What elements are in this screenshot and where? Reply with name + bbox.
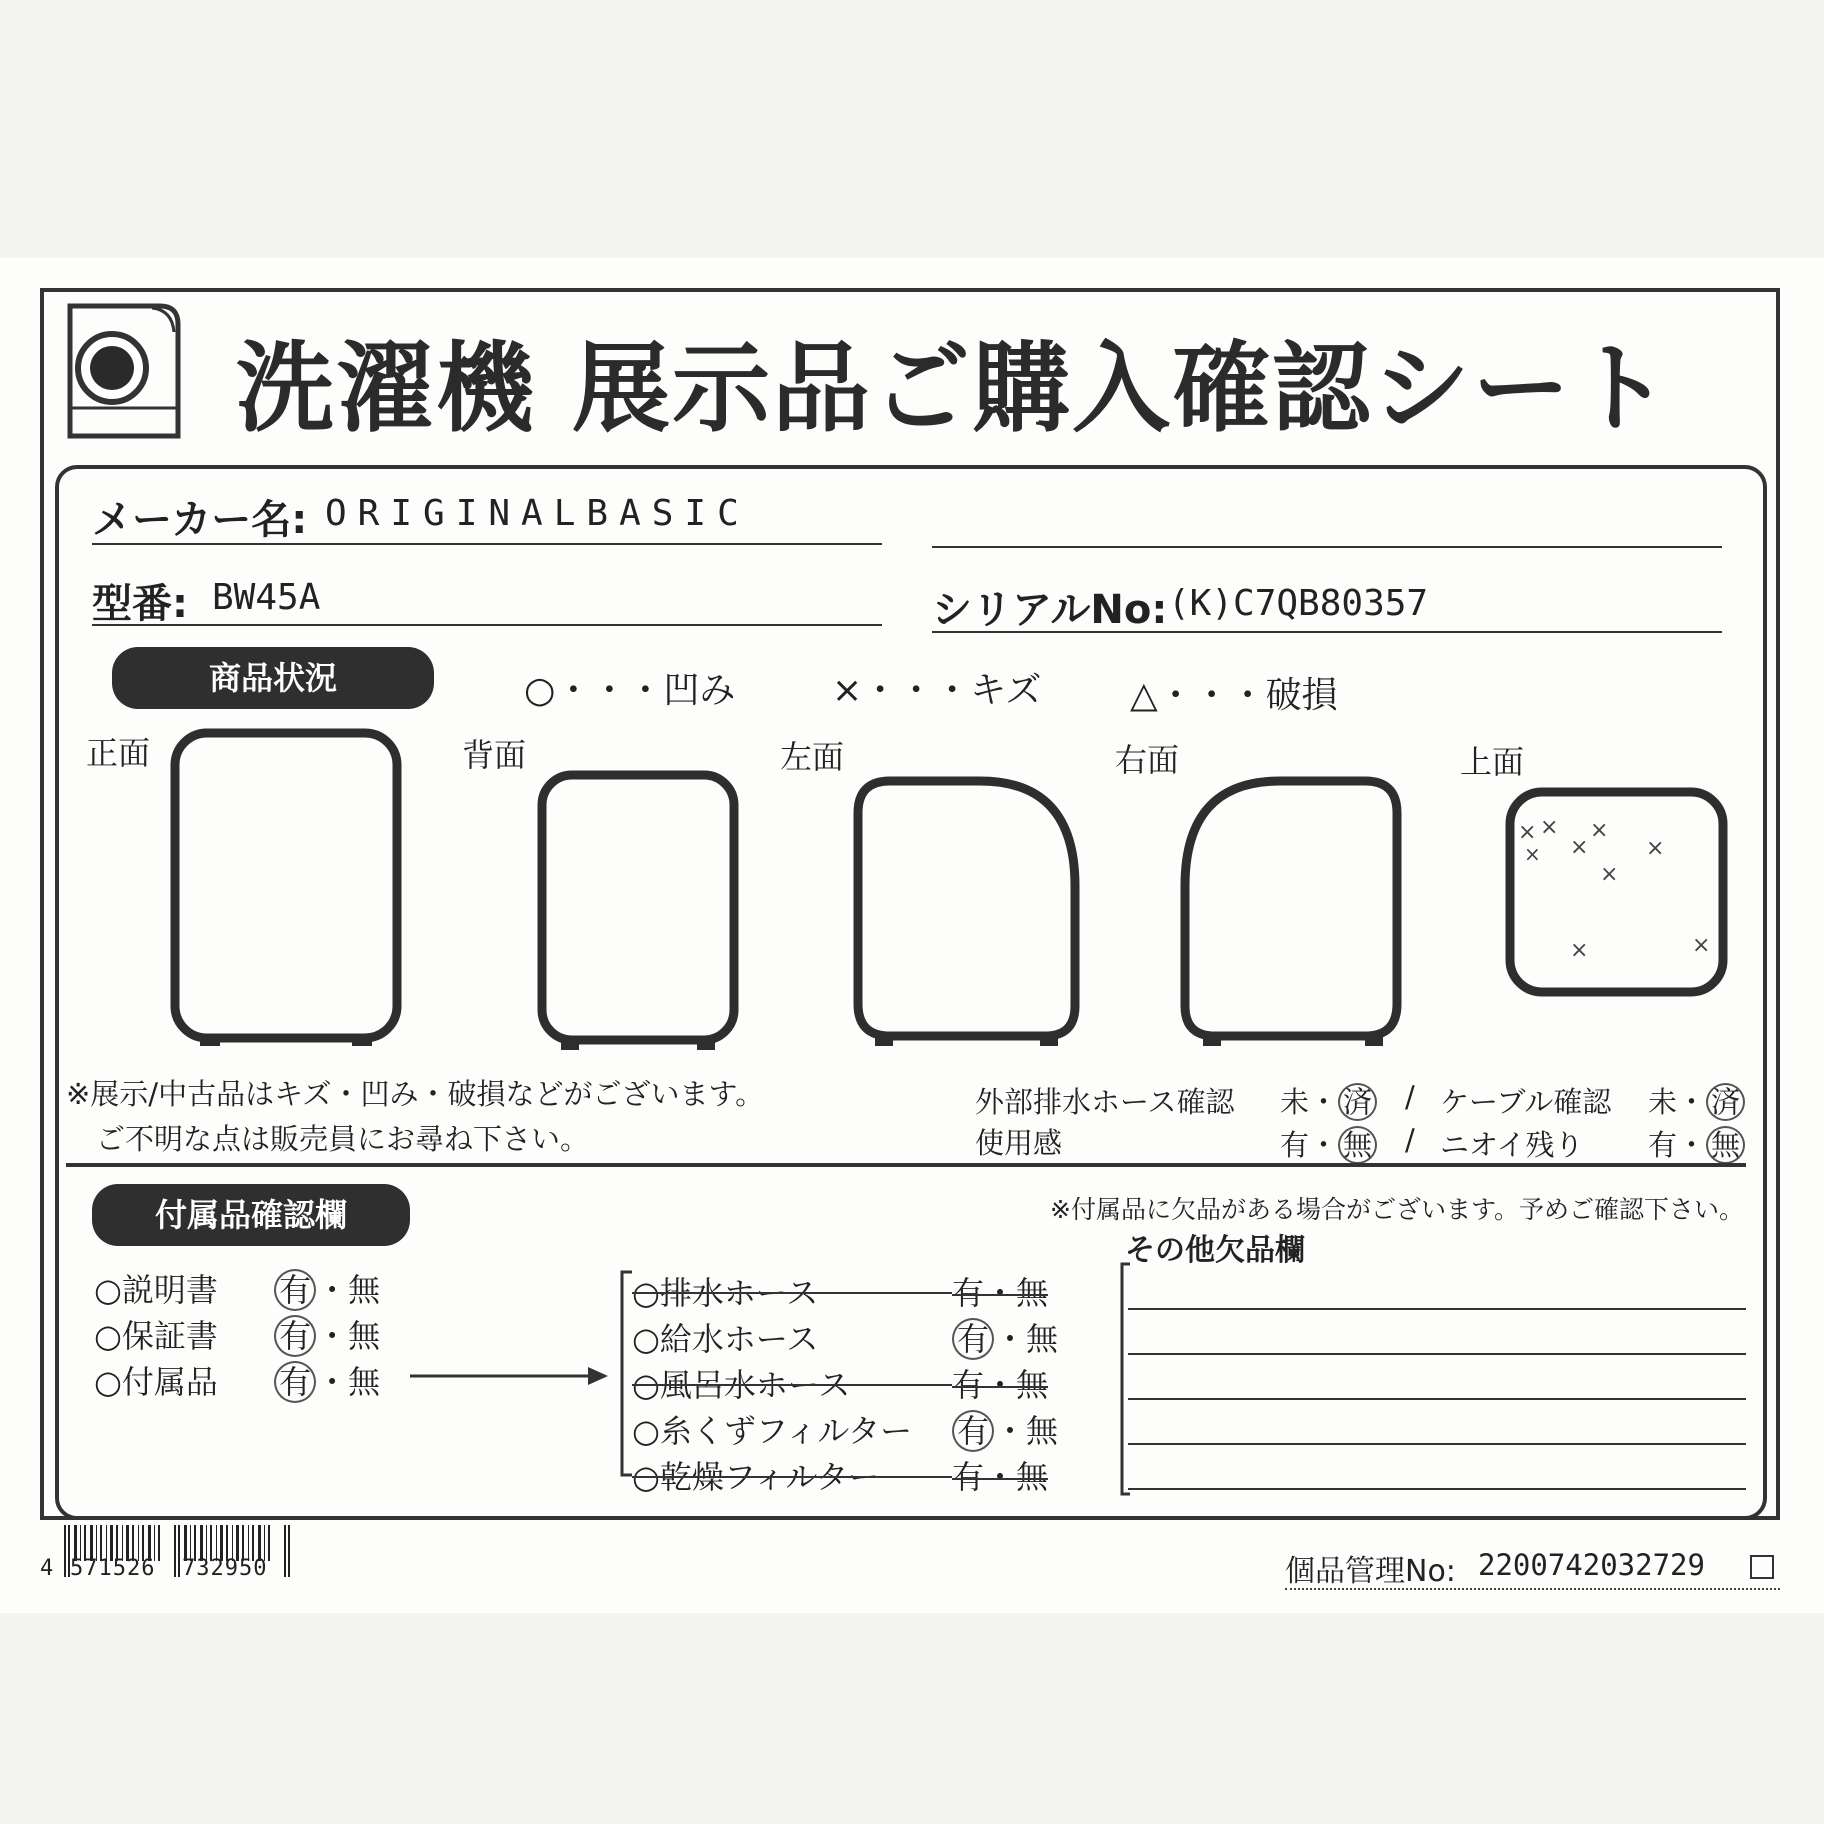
missing-items-header: その他欠品欄 <box>1125 1233 1305 1268</box>
accessories-note: ※付属品に欠品がある場合がございます。予めご確認下さい。 <box>1050 1195 1744 1224</box>
front-view-diagram <box>170 728 405 1058</box>
scratch-mark: × <box>1518 820 1537 845</box>
barcode-group-1: 571526 <box>70 1556 156 1581</box>
option-no-circled: 無 <box>1706 1126 1745 1164</box>
option-yes: 有 <box>952 1366 985 1404</box>
option-yes-circled: 有 <box>952 1318 994 1360</box>
view-label-left: 左面 <box>780 738 845 776</box>
option-no: 無 <box>1026 1320 1059 1358</box>
maker-value: ORIGINALBASIC <box>325 493 750 534</box>
accessories-header: 付属品確認欄 <box>92 1184 410 1246</box>
option-done-circled: 済 <box>1338 1083 1377 1121</box>
serial-underline <box>932 631 1722 633</box>
check-cable-options <box>1648 1080 1745 1121</box>
option-sep: ・ <box>1677 1128 1707 1162</box>
scratch-mark: × <box>1600 862 1619 887</box>
section-divider <box>66 1163 1746 1167</box>
maker-underline <box>92 543 882 545</box>
right-view-diagram <box>1175 776 1410 1056</box>
option-yes-circled: 有 <box>274 1315 316 1357</box>
blank-underline <box>932 546 1722 548</box>
view-label-right: 右面 <box>1115 741 1180 779</box>
option-no-circled: 無 <box>1338 1126 1377 1164</box>
accessory-label: ○付属品 <box>94 1363 218 1401</box>
sub-item-drain-hose <box>632 1268 1048 1314</box>
option-yes-circled: 有 <box>274 1269 316 1311</box>
sub-item-water-hose <box>632 1314 1058 1360</box>
option-no: 無 <box>1016 1366 1049 1404</box>
option-sep: ・ <box>316 1363 349 1401</box>
left-view-diagram <box>850 776 1085 1056</box>
legend-dent: ○・・・凹み <box>524 670 736 711</box>
scratch-mark: × <box>1646 836 1665 861</box>
page-title: 洗濯機 展示品ご購入確認シート <box>236 332 1673 446</box>
condition-header: 商品状況 <box>112 647 434 709</box>
option-sep: ・ <box>1309 1085 1339 1119</box>
serial-value: (K)C7QB80357 <box>1168 583 1429 624</box>
check-drain-hose-label: 外部排水ホース確認 <box>975 1085 1235 1119</box>
scratch-mark: × <box>1590 818 1609 843</box>
barcode-group-2: 732950 <box>182 1556 268 1581</box>
sub-item-label: ○糸くずフィルター <box>632 1412 913 1450</box>
sub-item-dry-filter <box>632 1452 1048 1498</box>
option-not-done: 未 <box>1648 1085 1678 1119</box>
view-label-top: 上面 <box>1460 743 1525 781</box>
option-yes-circled: 有 <box>952 1410 994 1452</box>
option-sep: ・ <box>984 1366 1017 1404</box>
scratch-mark: × <box>1570 938 1589 963</box>
option-sep: ・ <box>316 1271 349 1309</box>
option-yes: 有 <box>952 1458 985 1496</box>
sub-item-label: ○風呂水ホース <box>632 1360 952 1406</box>
option-yes: 有 <box>1280 1128 1310 1162</box>
check-drain-hose-options <box>1280 1080 1377 1121</box>
option-no: 無 <box>1016 1274 1049 1312</box>
model-underline <box>92 624 882 626</box>
top-view-diagram <box>1505 787 1730 1002</box>
check-cable-label: ケーブル確認 <box>1440 1085 1612 1119</box>
item-no-label: 個品管理No: <box>1285 1554 1456 1589</box>
view-label-back: 背面 <box>462 736 527 774</box>
legend-damage: △・・・破損 <box>1130 675 1338 716</box>
sub-item-bath-hose <box>632 1360 1048 1406</box>
check-slash: / <box>1405 1123 1415 1157</box>
option-sep: ・ <box>316 1317 349 1355</box>
back-view-diagram <box>537 770 742 1060</box>
model-value: BW45A <box>212 577 321 618</box>
maker-label: メーカー名: <box>92 497 308 543</box>
option-no: 無 <box>1016 1458 1049 1496</box>
accessory-manual <box>94 1265 380 1311</box>
accessory-warranty <box>94 1311 380 1357</box>
barcode-lead-digit: 4 <box>40 1556 54 1581</box>
option-sep: ・ <box>1309 1128 1339 1162</box>
option-yes-circled: 有 <box>274 1361 316 1403</box>
view-label-front: 正面 <box>86 734 151 772</box>
washing-machine-icon <box>60 296 185 444</box>
scratch-mark: × <box>1524 842 1541 866</box>
check-odor-options <box>1648 1123 1745 1164</box>
option-sep: ・ <box>1677 1085 1707 1119</box>
scratch-mark: × <box>1570 835 1589 860</box>
option-yes: 有 <box>1648 1128 1678 1162</box>
option-sep: ・ <box>984 1458 1017 1496</box>
notice-line-1: ※展示/中古品はキズ・凹み・破損などがございます。 <box>66 1077 765 1111</box>
scratch-mark: × <box>1540 815 1559 840</box>
option-no: 無 <box>1026 1412 1059 1450</box>
option-no: 無 <box>348 1317 381 1355</box>
arrow-right-icon <box>410 1362 610 1392</box>
accessory-attachments <box>94 1357 380 1403</box>
serial-label: シリアルNo: <box>932 587 1168 633</box>
option-not-done: 未 <box>1280 1085 1310 1119</box>
check-usage-label: 使用感 <box>975 1126 1063 1160</box>
checkbox-empty <box>1750 1555 1774 1579</box>
sub-item-label: ○給水ホース <box>632 1320 819 1358</box>
option-sep: ・ <box>994 1320 1027 1358</box>
notice-line-2: ご不明な点は販売員にお尋ね下さい。 <box>96 1122 590 1156</box>
check-odor-label: ニオイ残り <box>1440 1128 1584 1162</box>
sub-item-label: ○乾燥フィルター <box>632 1452 952 1498</box>
sub-item-lint-filter <box>632 1406 1058 1452</box>
option-yes: 有 <box>952 1274 985 1312</box>
option-no: 無 <box>348 1271 381 1309</box>
check-usage-options <box>1280 1123 1377 1164</box>
accessory-label: ○説明書 <box>94 1271 218 1309</box>
legend-scratch: ×・・・キズ <box>832 670 1042 711</box>
missing-items-field <box>1118 1262 1758 1502</box>
accessory-label: ○保証書 <box>94 1317 218 1355</box>
scratch-mark: × <box>1692 933 1711 958</box>
option-done-circled: 済 <box>1706 1083 1745 1121</box>
option-no: 無 <box>348 1363 381 1401</box>
item-no-underline <box>1285 1588 1780 1590</box>
model-label: 型番: <box>92 581 188 627</box>
check-slash: / <box>1405 1080 1415 1114</box>
option-sep: ・ <box>994 1412 1027 1450</box>
option-sep: ・ <box>984 1274 1017 1312</box>
item-no-value: 2200742032729 <box>1478 1548 1705 1582</box>
sub-item-label: ○排水ホース <box>632 1268 952 1314</box>
